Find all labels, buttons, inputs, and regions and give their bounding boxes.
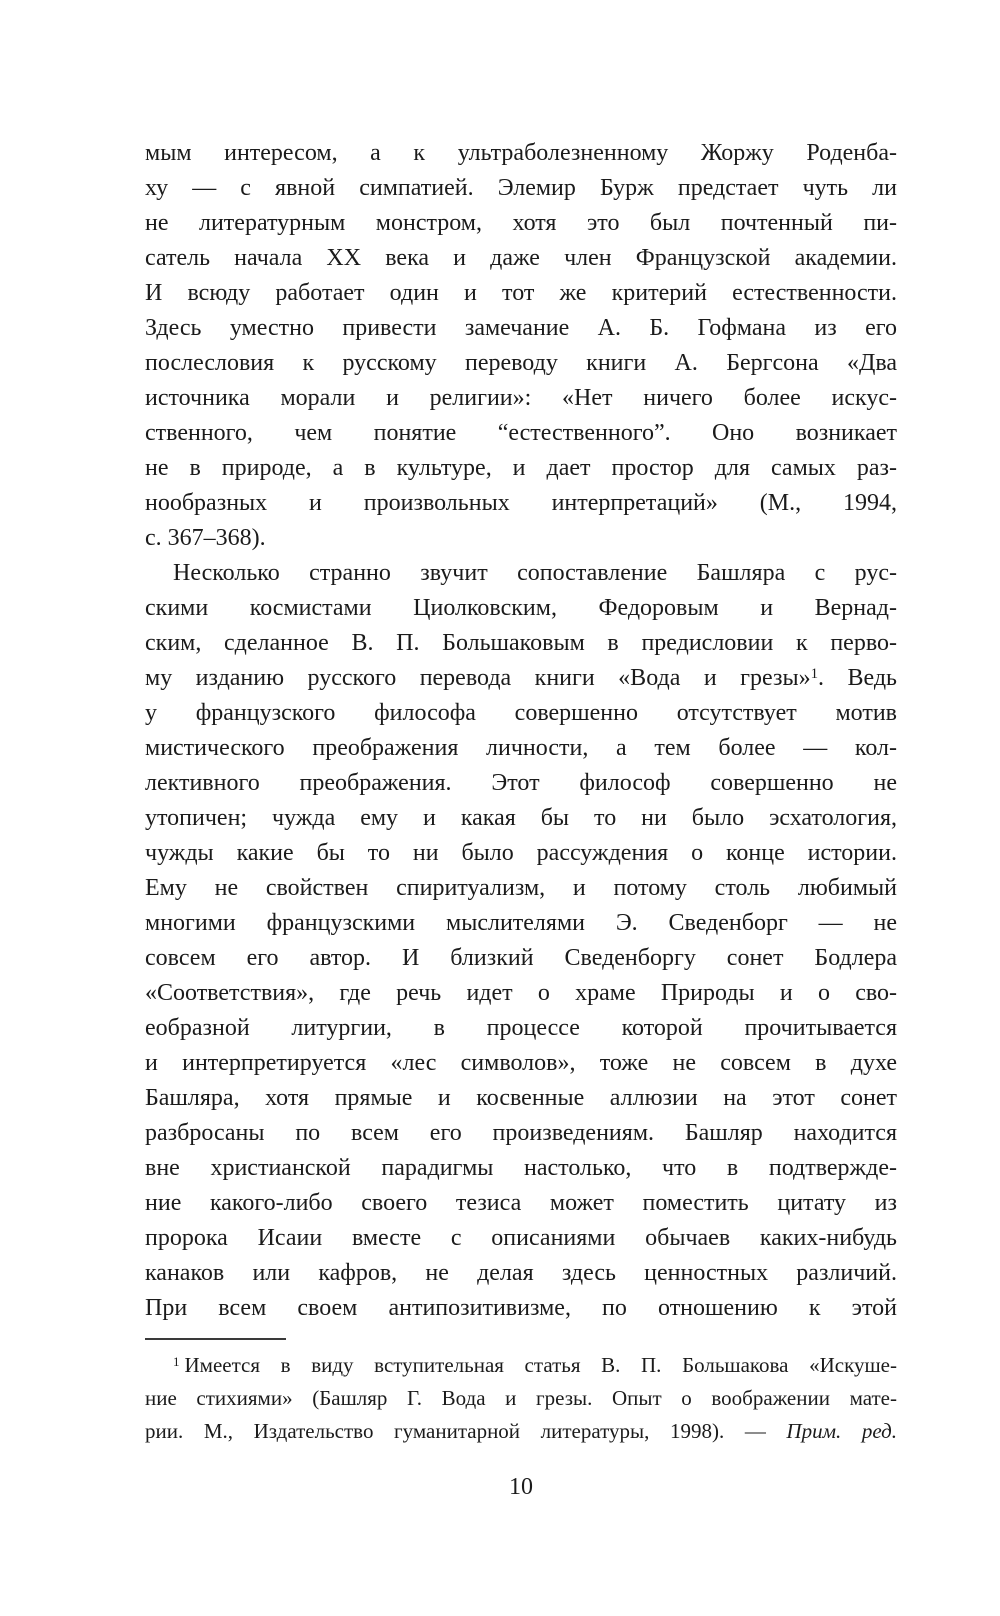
body-line: лективного преображения. Этот философ совершенно не bbox=[145, 770, 897, 796]
body-line: с. 367–368). bbox=[145, 525, 266, 551]
footnote-text: Имеется в виду вступительная статья В. П. Большакова «Искуше- bbox=[184, 1353, 897, 1377]
body-line: И всюду работает один и тот же критерий естественности. bbox=[145, 280, 897, 306]
body-line: у французского философа совершенно отсутствует мотив bbox=[145, 700, 897, 726]
body-line bbox=[145, 661, 897, 696]
body-line: ственного, чем понятие “естественного”. Оно возникает bbox=[145, 420, 897, 446]
body-line: вне христианской парадигмы настолько, что в подтвержде- bbox=[145, 1155, 897, 1181]
body-line: скими космистами Циолковским, Федоровым и Вернад- bbox=[145, 595, 897, 621]
footnote bbox=[145, 1349, 897, 1448]
body-line-text: . Ведь bbox=[818, 665, 897, 691]
body-line: Несколько странно звучит сопоставление Башляра с рус- bbox=[173, 560, 897, 586]
body-line: послесловия к русскому переводу книги А. Бергсона «Два bbox=[145, 350, 897, 376]
body-line: еобразной литургии, в процессе которой прочитывается bbox=[145, 1015, 897, 1041]
paragraph-2 bbox=[145, 556, 897, 1326]
body-line: не в природе, а в культуре, и дает простор для самых раз- bbox=[145, 455, 897, 481]
footnote-reference-mark: 1 bbox=[810, 665, 819, 682]
footnote-text: рии. М., Издательство гуманитарной литературы, 1998). — bbox=[145, 1419, 787, 1443]
body-line: разбросаны по всем его произведениям. Башляр находится bbox=[145, 1120, 897, 1146]
footnote-line bbox=[145, 1349, 897, 1382]
body-line: сатель начала XX века и даже член Французской академии. bbox=[145, 245, 897, 271]
paragraph-1 bbox=[145, 136, 897, 556]
body-line: и интерпретируется «лес символов», тоже не совсем в духе bbox=[145, 1050, 897, 1076]
footnote-line: ние стихиями» (Башляр Г. Вода и грезы. Опыт о воображении мате- bbox=[145, 1386, 897, 1410]
body-line: совсем его автор. И близкий Сведенборгу сонет Бодлера bbox=[145, 945, 897, 971]
body-line: источника морали и религии»: «Нет ничего более искус- bbox=[145, 385, 897, 411]
body-text bbox=[145, 136, 897, 1326]
body-line: ху — с явной симпатией. Элемир Бурж предстает чуть ли bbox=[145, 175, 897, 201]
body-line: пророка Исаии вместе с описаниями обычаев каких-нибудь bbox=[145, 1225, 897, 1251]
body-line: мистического преображения личности, а тем более — кол- bbox=[145, 735, 897, 761]
body-line: канаков или кафров, не делая здесь ценностных различий. bbox=[145, 1260, 897, 1286]
page-number: 10 bbox=[509, 1474, 533, 1500]
body-line: При всем своем антипозитивизме, по отношению к этой bbox=[145, 1295, 897, 1321]
body-line: ским, сделанное В. П. Большаковым в предисловии к перво- bbox=[145, 630, 897, 656]
body-line: «Соответствия», где речь идет о храме Природы и о сво- bbox=[145, 980, 897, 1006]
body-line: Башляра, хотя прямые и косвенные аллюзии на этот сонет bbox=[145, 1085, 897, 1111]
footnote-marker: 1 bbox=[173, 1353, 180, 1369]
footnote-editor-note: Прим. ред. bbox=[786, 1419, 897, 1443]
body-line: ние какого-либо своего тезиса может поместить цитату из bbox=[145, 1190, 897, 1216]
body-line: мым интересом, а к ультраболезненному Жоржу Роденба- bbox=[145, 140, 897, 166]
body-line: многими французскими мыслителями Э. Сведенборг — не bbox=[145, 910, 897, 936]
footnote-line bbox=[145, 1415, 897, 1448]
body-line: Здесь уместно привести замечание А. Б. Гофмана из его bbox=[145, 315, 897, 341]
body-line: утопичен; чужда ему и какая бы то ни было эсхатология, bbox=[145, 805, 897, 831]
footnote-separator bbox=[145, 1338, 286, 1340]
body-line: не литературным монстром, хотя это был почтенный пи- bbox=[145, 210, 897, 236]
body-line: чужды какие бы то ни было рассуждения о конце истории. bbox=[145, 840, 897, 866]
body-line: Ему не свойствен спиритуализм, и потому столь любимый bbox=[145, 875, 897, 901]
body-line: нообразных и произвольных интерпретаций» (М., 1994, bbox=[145, 490, 897, 516]
body-line-text: му изданию русского перевода книги «Вода и грезы» bbox=[145, 665, 811, 691]
